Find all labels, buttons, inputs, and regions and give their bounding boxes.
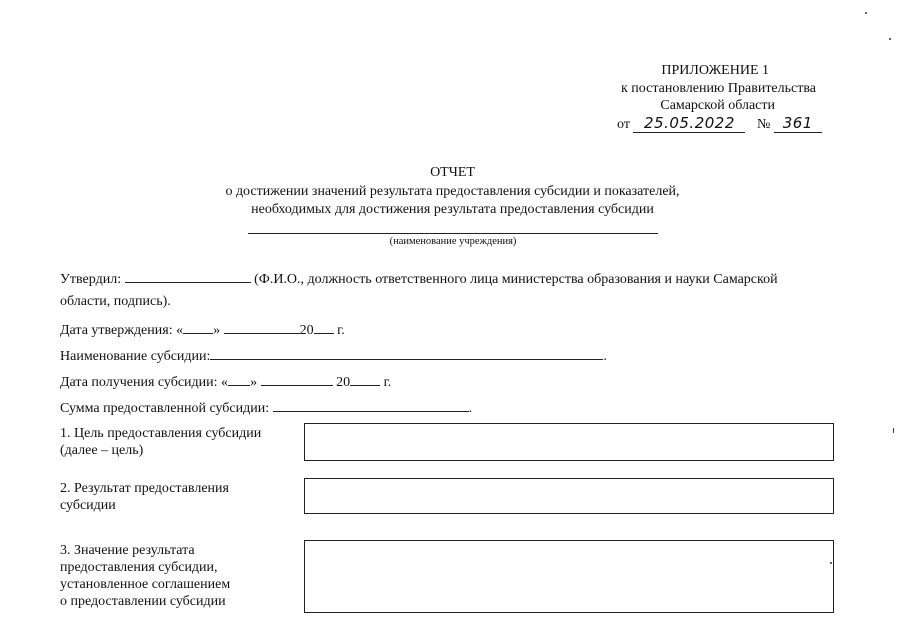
section-3-line-2: предоставления субсидии, [60, 560, 218, 575]
receipt-day-blank [228, 372, 250, 386]
amount-label: Сумма предоставленной субсидии: [60, 401, 270, 416]
institution-caption: (наименование учреждения) [389, 236, 517, 247]
scan-speck [865, 12, 867, 14]
date-handwritten: 25.05.2022 [633, 114, 745, 133]
receipt-year-suffix: г. [383, 375, 392, 390]
from-label: от [617, 117, 630, 132]
scan-speck [830, 562, 832, 564]
amount-end: . [468, 401, 473, 416]
number-handwritten: 361 [774, 114, 822, 133]
report-subtitle-1: о достижении значений результата предоставления субсидии и показателей, [225, 184, 680, 199]
section-2-line-1: 2. Результат предоставления [60, 481, 229, 496]
section-1-box[interactable] [304, 423, 834, 461]
approval-day-blank [183, 320, 213, 334]
appendix-line2: Самарской области [660, 98, 775, 113]
approved-blank [125, 269, 251, 283]
appendix-line1: к постановлению Правительства [620, 81, 816, 96]
section-3-line-4: о предоставлении субсидии [60, 594, 226, 609]
section-3-line-1: 3. Значение результата [60, 543, 195, 558]
receipt-date-close: » [250, 375, 258, 390]
subsidy-name-blank [210, 346, 603, 360]
approval-date-label: Дата утверждения: « [60, 323, 184, 338]
approval-date-close: » [213, 323, 221, 338]
institution-name-line [248, 233, 658, 234]
amount-blank [273, 398, 469, 412]
approved-note: (Ф.И.О., должность ответственного лица министерства образования и науки Самарской [254, 272, 778, 287]
section-1-line-2: (далее – цель) [60, 443, 144, 458]
receipt-year-prefix: 20 [336, 375, 351, 390]
subsidy-name-label: Наименование субсидии: [60, 349, 211, 364]
receipt-date-row [60, 372, 391, 391]
approval-date-row [60, 320, 345, 339]
section-2-box[interactable] [304, 478, 834, 514]
approval-year-prefix: 20 [299, 323, 314, 338]
section-1-label [60, 425, 261, 459]
section-1-line-1: 1. Цель предоставления субсидии [60, 426, 262, 441]
subsidy-name-end: . [603, 349, 607, 364]
appendix-title: ПРИЛОЖЕНИЕ 1 [661, 63, 769, 78]
receipt-year-blank [350, 372, 380, 386]
subsidy-name-row [60, 346, 607, 365]
section-3-label [60, 542, 230, 610]
amount-row [60, 398, 472, 417]
report-title: ОТЧЕТ [430, 165, 475, 180]
approved-note-2: области, подпись). [60, 294, 171, 309]
approval-year-blank [314, 320, 334, 334]
receipt-month-blank [261, 372, 333, 386]
section-2-label [60, 480, 229, 514]
number-label: № [756, 117, 771, 132]
approval-year-suffix: г. [337, 323, 345, 338]
approved-label: Утвердил: [60, 272, 122, 287]
scan-speck [893, 428, 894, 433]
approved-row [60, 269, 778, 288]
receipt-date-label: Дата получения субсидии: « [60, 375, 229, 390]
scan-speck [889, 38, 891, 40]
approval-month-blank [224, 320, 300, 334]
appendix-date-row [617, 114, 822, 133]
report-subtitle-2: необходимых для достижения результата предоставления субсидии [251, 202, 654, 217]
section-3-box[interactable] [304, 540, 834, 613]
section-2-line-2: субсидии [60, 498, 116, 513]
section-3-line-3: установленное соглашением [60, 577, 231, 592]
